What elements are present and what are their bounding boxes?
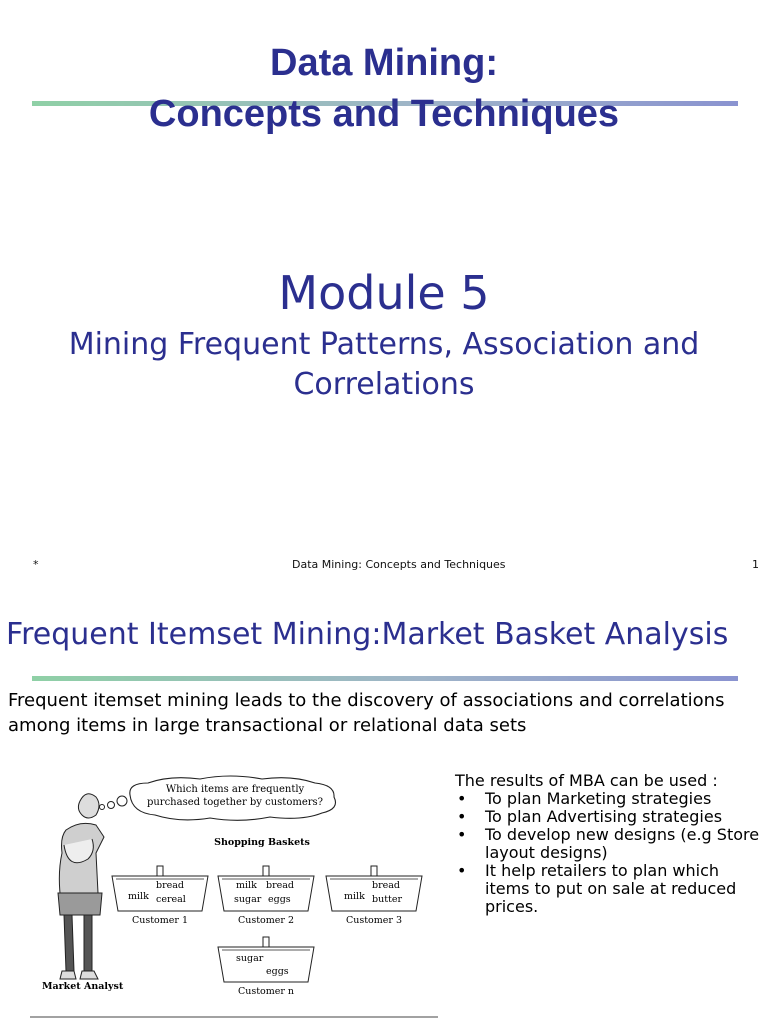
results-bullet: • To plan Marketing strategies bbox=[455, 790, 765, 808]
module-heading: Module 5 bbox=[278, 266, 490, 320]
basket3-item2: butter bbox=[372, 894, 402, 905]
thought-line1: Which items are frequently bbox=[165, 784, 305, 795]
basket3-item1: milk bbox=[344, 891, 365, 902]
customer-3-label: Customer 3 bbox=[345, 915, 403, 926]
thought-line2: purchased together by customers? bbox=[146, 797, 324, 808]
market-analyst-label: Market Analyst bbox=[42, 981, 124, 992]
module-subtitle-line1: Mining Frequent Patterns, Association and bbox=[68, 327, 700, 362]
intro-text bbox=[8, 688, 758, 738]
results-heading: The results of MBA can be used : bbox=[455, 771, 718, 790]
intro-line1: Frequent itemset mining leads to the discovery of associations and correlations bbox=[8, 690, 725, 711]
results-list bbox=[455, 790, 765, 916]
thought-dot-medium bbox=[108, 802, 115, 809]
mba-results bbox=[455, 772, 765, 916]
page-number: 1 bbox=[752, 558, 759, 571]
basket2-item2: sugar bbox=[234, 894, 262, 905]
basket1-item1: milk bbox=[128, 891, 149, 902]
results-bullet: • To develop new designs (e.g Store layout designs) bbox=[455, 826, 765, 862]
market-basket-figure bbox=[30, 775, 450, 1020]
module-subtitle-line2: Correlations bbox=[293, 367, 475, 402]
customer-1-label: Customer 1 bbox=[131, 915, 189, 926]
slide-2 bbox=[0, 585, 768, 1024]
market-analyst-figure bbox=[58, 794, 104, 979]
basket2-item1: bread bbox=[266, 880, 294, 891]
basketn-item1: eggs bbox=[266, 966, 289, 977]
slide1-title-line2: Concepts and Techniques bbox=[148, 93, 620, 135]
thought-dot-large bbox=[117, 796, 127, 806]
basket3-item0: bread bbox=[372, 880, 400, 891]
footer-title: Data Mining: Concepts and Techniques bbox=[292, 558, 506, 571]
results-bullet: • To plan Advertising strategies bbox=[455, 808, 765, 826]
intro-line2: among items in large transactional or relational data sets bbox=[8, 715, 527, 736]
basket1-item0: bread bbox=[156, 880, 184, 891]
basket2-item3: eggs bbox=[268, 894, 291, 905]
slide1-title-line1: Data Mining: bbox=[270, 42, 498, 84]
slide2-title-rule bbox=[32, 676, 738, 681]
footer-marker: * bbox=[33, 558, 39, 571]
basket1-item2: cereal bbox=[156, 894, 186, 905]
basket2-item0: milk bbox=[236, 880, 257, 891]
basket-customer-3 bbox=[326, 866, 422, 926]
slide2-title: Frequent Itemset Mining:Market Basket Analysis bbox=[6, 617, 729, 652]
shopping-baskets-label: Shopping Baskets bbox=[214, 837, 310, 848]
basketn-item0: sugar bbox=[236, 953, 264, 964]
thought-dot-small bbox=[100, 805, 105, 810]
customer-n-label: Customer n bbox=[237, 986, 295, 997]
results-bullet: • It help retailers to plan which items to put on sale at reduced prices. bbox=[455, 862, 765, 916]
basket-customer-n bbox=[218, 937, 314, 997]
basket-customer-1 bbox=[112, 866, 208, 926]
customer-2-label: Customer 2 bbox=[237, 915, 295, 926]
basket-customer-2 bbox=[218, 866, 314, 926]
